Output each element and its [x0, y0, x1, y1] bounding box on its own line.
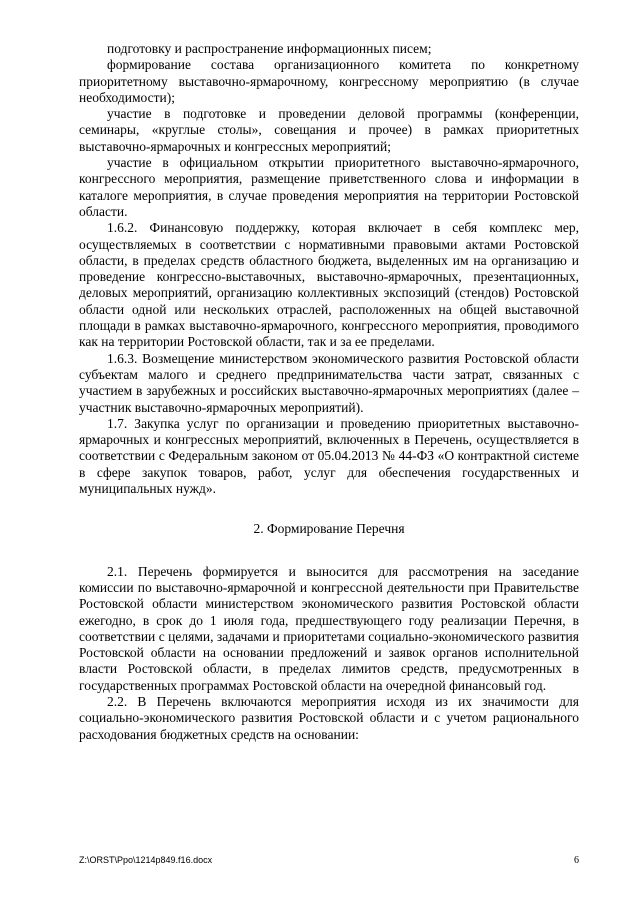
paragraph: формирование состава организационного комитета по конкретному приоритетному выставочно-ярмарочному, конгрессному мероприятию (в случае необходимости);	[79, 57, 579, 105]
paragraph: 1.6.2. Финансовую поддержку, которая включает в себя комплекс мер, осуществляемых в соответствии с нормативными правовыми актами Ростовской области, в пределах средств областного бюджета, выделенных им на организацию и проведение конгрессно-выставочных, выставочно-ярмарочных, презентационных, деловых мероприятий, организацию коллективных экспозиций (стендов) Ростовской области одной или нескольких отраслей, расположенных на общей выставочной площади в рамках выставочно-ярмарочного, конгрессного мероприятия, проводимого как на территории Ростовской области, так и за ее пределами.	[79, 220, 579, 350]
document-body	[79, 41, 579, 743]
paragraph: 2.2. В Перечень включаются мероприятия исходя из их значимости для социально-экономического развития Ростовской области и с учетом рационального расходования бюджетных средств на основании:	[79, 693, 579, 742]
paragraph: 1.7. Закупка услуг по организации и проведению приоритетных выставочно-ярмарочных и конгрессных мероприятий, включенных в Перечень, осуществляется в соответствии с Федеральным законом от 05.04.2013 № 44-ФЗ «О контрактной системе в сфере закупок товаров, работ, услуг для обеспечения государственных и муниципальных нужд».	[79, 415, 579, 497]
paragraph: 2.1. Перечень формируется и выносится для рассмотрения на заседание комиссии по выставочно-ярмарочной и конгрессной деятельности при Правительстве Ростовской области министерством экономического развития Ростовской области ежегодно, в срок до 1 июля года, предшествующего году реализации Перечня, в соответствии с целями, задачами и приоритетами социально-экономического развития Ростовской области на основании предложений и заявок органов исполнительной власти Ростовской области, в пределах лимитов средств, предусмотренных в государственных программах Ростовской области на очередной финансовый год.	[79, 563, 579, 693]
page-number: 6	[574, 855, 579, 866]
paragraph: участие в официальном открытии приоритетного выставочно-ярмарочного, конгрессного мероприятия, размещение приветственного слова и информации в каталоге мероприятия, в случае проведения мероприятия на территории Ростовской области.	[79, 155, 579, 219]
paragraph: 1.6.3. Возмещение министерством экономического развития Ростовской области субъектам малого и среднего предпринимательства части затрат, связанных с участием в зарубежных и российских выставочно-ярмарочных мероприятиях (далее – участник выставочно-ярмарочных мероприятий).	[79, 350, 579, 415]
paragraph: подготовку и распространение информационных писем;	[107, 41, 432, 56]
paragraph: участие в подготовке и проведении деловой программы (конференции, семинары, «круглые столы», совещания и прочее) в рамках приоритетных выставочно-ярмарочных и конгрессных мероприятий;	[79, 106, 579, 154]
file-path: Z:\ORST\Ppo\1214p849.f16.docx	[79, 855, 213, 865]
section-heading: 2. Формирование Перечня	[253, 521, 405, 537]
